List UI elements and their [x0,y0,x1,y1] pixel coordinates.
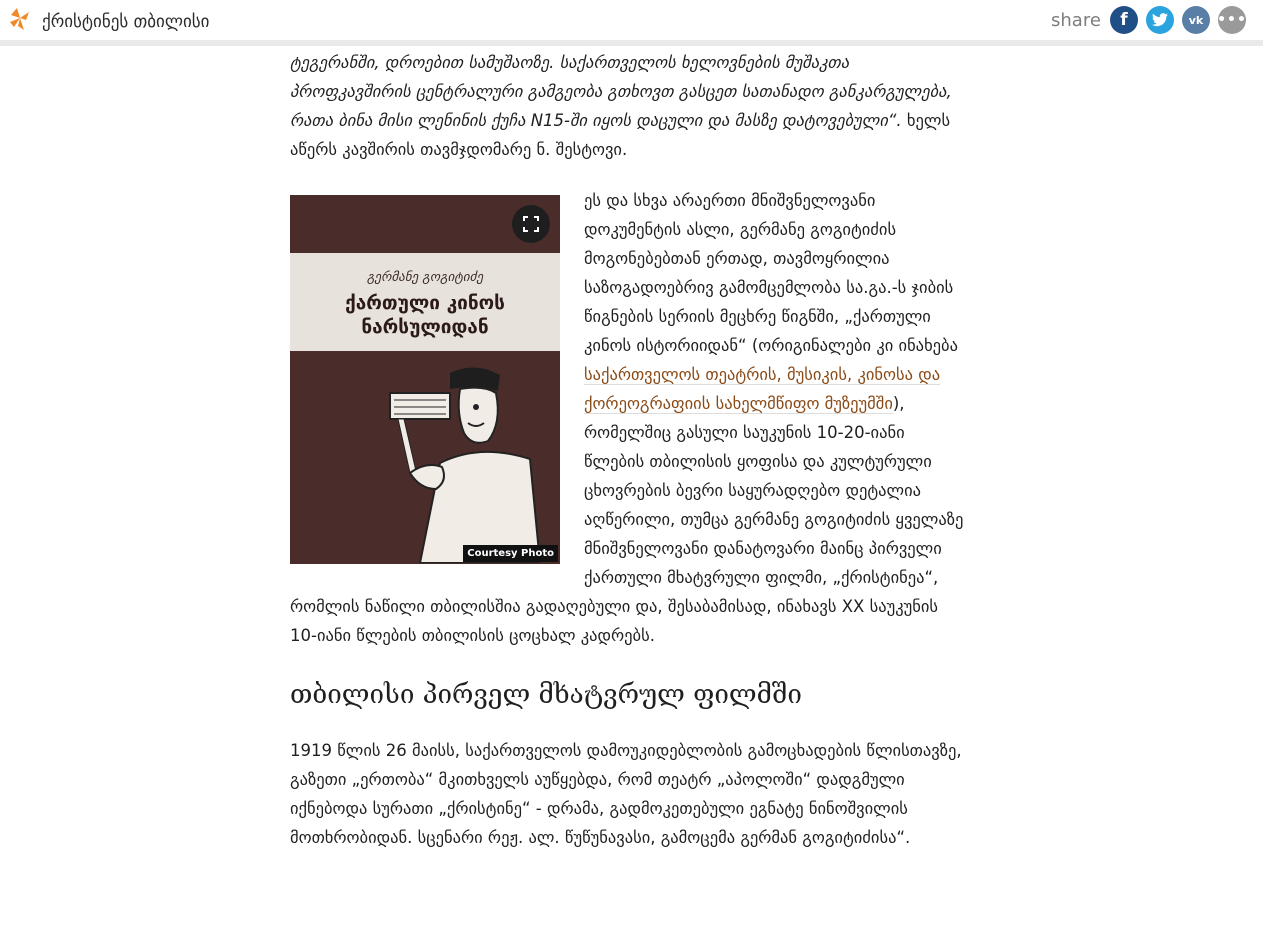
intro-quote: ტეგერანში, დროებით სამუშაოზე. საქართველოს ხელოვნების მუშაკთა პროფკავშირის ცენტრალური გამგეობა გთხოვთ გასცეთ სათანადო განკარგულება, რათა ბინა მისი ლენინის ქუჩა N15-ში იყოს დაცული და მასზე დატოვებული“. [290,53,952,130]
book-cover-figure[interactable] [290,195,560,564]
paragraph-text-before-link: ეს და სხვა არაერთი მნიშვნელოვანი დოკუმენტის ასლი, გერმანე გოგიტიძის მოგონებებთან ერთად, თავმოყრილია საზოგადოებრივ გამომცემლობა სა.გა.-ს ჯიბის წიგნების სერიის მეცხრე წიგნში, „ქართული კინოს ისტორიიდან“ (ორიგინალები კი ინახება [584,191,958,355]
logo-icon[interactable] [8,6,32,32]
intro-paragraph [290,48,970,164]
book-title [290,291,560,339]
section-paragraph: 1919 წლის 26 მაისს, საქართველოს დამოუკიდებლობის გამოცხადების წლისთავზე, გაზეთი „ერთობა“ მკითხველს აუწყებდა, რომ თეატრ „აპოლოში“ დადგმული იქნებოდა სურათი „ქრისტინე“ - დრამა, გადმოკეთებული ეგნატე ნინოშვილის მოთხრობიდან. სცენარი რეჟ. ალ. წუწუნავასი, გამოცემა გერმან გოგიტიძისა“. [290,741,962,847]
more-share-button[interactable] [1218,6,1246,34]
book-author: გერმანე გოგიტიძე [366,270,484,285]
top-bar [0,0,1263,46]
vk-share-button[interactable] [1182,6,1210,34]
photo-credit: Courtesy Photo [463,545,558,562]
book-title-line2: ნარსულიდან [361,316,489,338]
intro-signature: ხელს აწერს კავშირის თავმჯდომარე ნ. შესტოვი. [290,111,951,159]
expand-icon [523,216,539,232]
share-label: share [1051,10,1101,31]
twitter-icon [1152,13,1168,27]
museum-link[interactable]: საქართველოს თეატრის, მუსიკის, კინოსა და ქორეოგრაფიის სახელმწიფო მუზეუმში [584,365,941,413]
book-illustration [380,363,540,563]
vk-icon: vk [1188,13,1204,27]
more-icon: ••• [1217,12,1247,28]
facebook-share-button[interactable] [1110,6,1138,34]
paragraph-text-after-link: ), რომელშიც გასული საუკუნის 10-20-იანი წლების თბილისის ყოფისა და კულტურული ცხოვრების ბევრი საყურადღებო დეტალია აღწერილი, თუმცა გერმანე გოგიტიძის ყველაზე მნიშვნელოვანი დანატოვარი მაინც პირველი ქართული მხატვრული ფილმი, „ქრისტინეა“, რომლის ნაწილი თბილისშია გადაღებული და, შესაბამისად, ინახავს XX საუკუნის 10-იანი წლების თბილისის ცოცხალ კადრებს. [290,394,964,645]
section-heading: თბილისი პირველ მხატვრულ ფილმში [290,680,802,710]
article-body [290,48,970,852]
expand-image-button[interactable] [512,205,550,243]
facebook-icon: f [1120,10,1128,30]
site-title[interactable]: ქრისტინეს თბილისი [42,12,210,32]
twitter-share-button[interactable] [1146,6,1174,34]
book-title-line1: ქართული კინოს [345,292,505,314]
